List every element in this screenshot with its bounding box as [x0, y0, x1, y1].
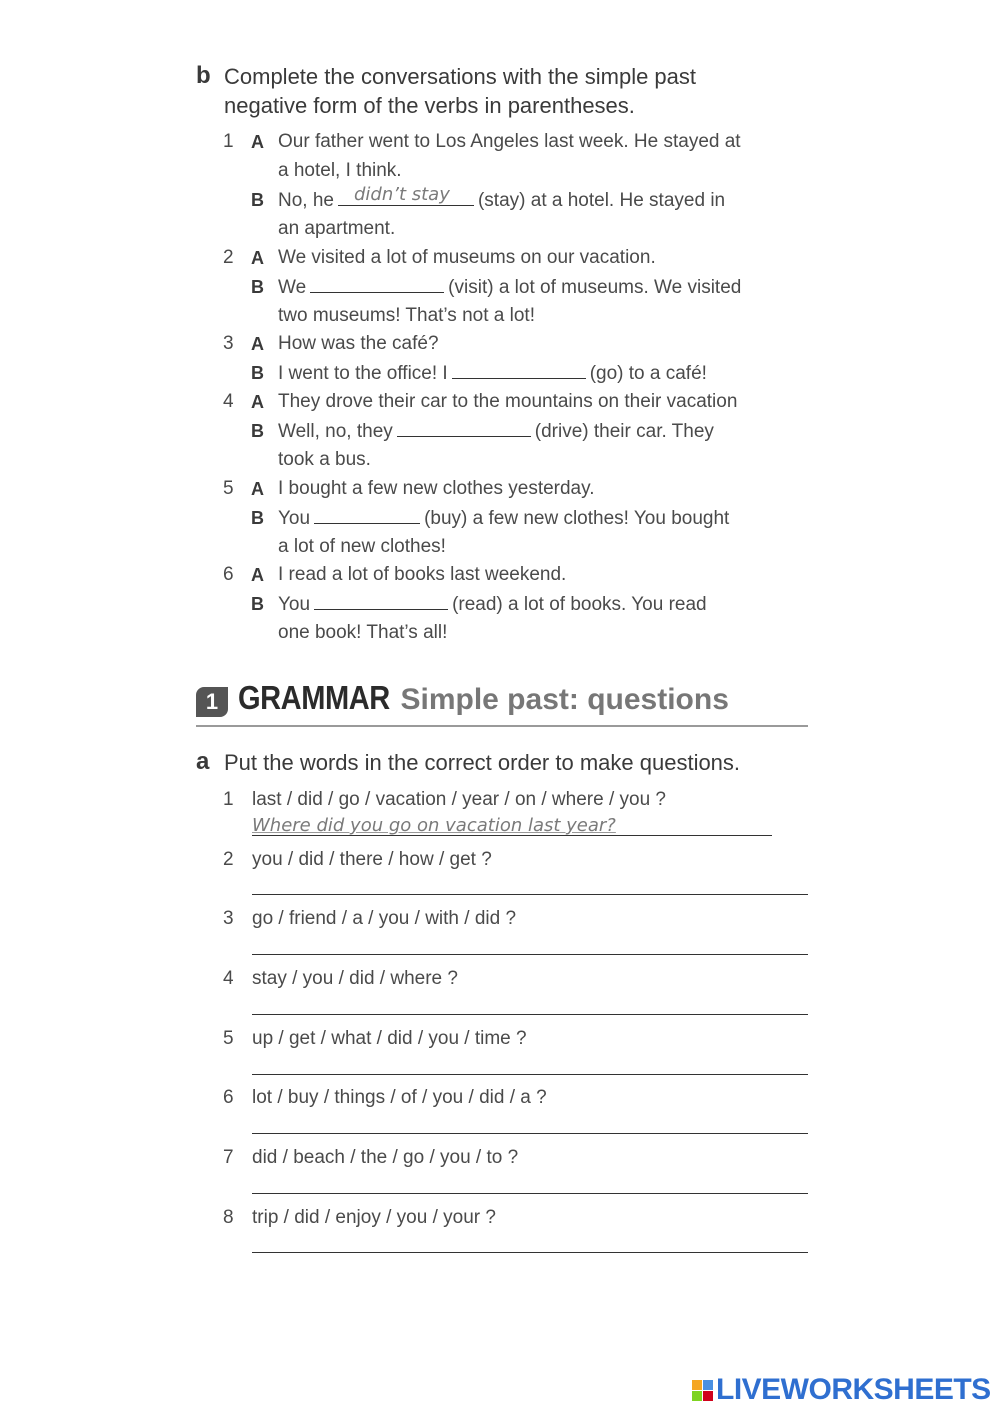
answer-blank[interactable] [314, 593, 448, 610]
speaker-a: A [251, 479, 264, 499]
section-heading [196, 679, 729, 717]
answer-blank[interactable] [310, 276, 444, 293]
speaker-b: B [251, 421, 264, 441]
item-number: 3 [223, 333, 234, 354]
handwritten-answer: didn’t stay [353, 184, 450, 205]
answer-line[interactable] [252, 954, 808, 955]
line-b-post: (read) a lot of books. You read [452, 594, 707, 615]
scrambled-words: up / get / what / did / you / time ? [252, 1028, 527, 1049]
speaker-b: B [251, 508, 264, 528]
answer-blank[interactable] [452, 362, 586, 379]
line-b-cont: two museums! That’s not a lot! [278, 305, 535, 326]
item-number: 2 [223, 849, 234, 870]
line-b-pre: You [278, 508, 311, 529]
item-number: 6 [223, 1087, 234, 1108]
answer-line[interactable] [252, 1133, 808, 1134]
item-number: 4 [223, 391, 234, 412]
section-number-badge: 1 [196, 687, 228, 717]
scrambled-words: stay / you / did / where ? [252, 968, 458, 989]
scrambled-words: last / did / go / vacation / year / on / where / you ? [252, 789, 667, 810]
answer-line[interactable] [252, 1252, 808, 1253]
line-b [278, 507, 729, 530]
speaker-b: B [251, 190, 264, 210]
line-b-cont: an apartment. [278, 218, 396, 239]
line-a: I bought a few new clothes yesterday. [278, 478, 595, 499]
line-b-pre: We [278, 277, 307, 298]
item-number: 6 [223, 564, 234, 585]
answer-blank[interactable] [314, 507, 420, 524]
line-b [278, 276, 741, 299]
part-b-instruction-line1: Complete the conversations with the simple past [224, 64, 697, 89]
line-a: I read a lot of books last weekend. [278, 564, 567, 585]
logo-blocks-icon [692, 1380, 713, 1401]
part-b-instruction [224, 62, 696, 120]
answer-line[interactable] [252, 1193, 808, 1194]
scrambled-words: go / friend / a / you / with / did ? [252, 908, 517, 929]
line-a: Our father went to Los Angeles last week. He stayed at [278, 131, 741, 152]
item-number: 8 [223, 1207, 234, 1228]
line-b [278, 593, 707, 616]
line-b [278, 420, 714, 443]
liveworksheets-logo [692, 1373, 991, 1407]
item-number: 5 [223, 1028, 234, 1049]
line-b-post: (go) to a café! [589, 363, 707, 384]
item-number: 2 [223, 247, 234, 268]
speaker-a: A [251, 392, 264, 412]
line-a: They drove their car to the mountains on their vacation [278, 391, 738, 412]
speaker-a: A [251, 565, 264, 585]
answer-line[interactable] [252, 1074, 808, 1075]
line-b-pre: No, he [278, 190, 334, 211]
line-b-cont: a lot of new clothes! [278, 536, 446, 557]
scrambled-words: trip / did / enjoy / you / your ? [252, 1207, 496, 1228]
line-b-post: (drive) their car. They [534, 421, 714, 442]
line-b-post: (buy) a few new clothes! You bought [424, 508, 730, 529]
line-b-cont: took a bus. [278, 449, 371, 470]
speaker-b: B [251, 594, 264, 614]
line-b-pre: I went to the office! I [278, 363, 448, 384]
line-a: We visited a lot of museums on our vacation. [278, 247, 656, 268]
line-b-cont: one book! That’s all! [278, 622, 448, 643]
item-number: 3 [223, 908, 234, 929]
item-number: 1 [223, 131, 234, 152]
speaker-b: B [251, 363, 264, 383]
answer-line[interactable] [252, 894, 808, 895]
item-number: 4 [223, 968, 234, 989]
handwritten-answer: Where did you go on vacation last year? [252, 815, 616, 836]
line-b-pre: You [278, 594, 311, 615]
section-rule [196, 725, 808, 727]
part-b-instruction-line2: negative form of the verbs in parentheses. [224, 93, 635, 118]
speaker-a: A [251, 334, 264, 354]
part-a-letter: a [196, 748, 210, 775]
section-title: GRAMMAR [238, 679, 390, 716]
answer-blank[interactable] [338, 184, 474, 206]
item-number: 1 [223, 789, 234, 810]
line-b-post: (visit) a lot of museums. We visited [448, 277, 742, 298]
scrambled-words: you / did / there / how / get ? [252, 849, 492, 870]
item-number: 5 [223, 478, 234, 499]
speaker-a: A [251, 248, 264, 268]
section-subtitle: Simple past: questions [400, 683, 729, 716]
scrambled-words: did / beach / the / go / you / to ? [252, 1147, 519, 1168]
part-a-instruction: Put the words in the correct order to make questions. [224, 750, 741, 775]
logo-text: LIVEWORKSHEETS [716, 1373, 991, 1406]
part-b-letter: b [196, 62, 211, 89]
speaker-b: B [251, 277, 264, 297]
line-b-pre: Well, no, they [278, 421, 393, 442]
answer-line[interactable] [252, 1014, 808, 1015]
answer-blank[interactable] [397, 420, 531, 437]
speaker-a: A [251, 132, 264, 152]
line-a: How was the café? [278, 333, 439, 354]
line-a-cont: a hotel, I think. [278, 160, 402, 181]
line-b [278, 184, 726, 212]
scrambled-words: lot / buy / things / of / you / did / a ? [252, 1087, 547, 1108]
item-number: 7 [223, 1147, 234, 1168]
line-b [278, 362, 707, 385]
line-b-post: (stay) at a hotel. He stayed in [477, 190, 726, 211]
